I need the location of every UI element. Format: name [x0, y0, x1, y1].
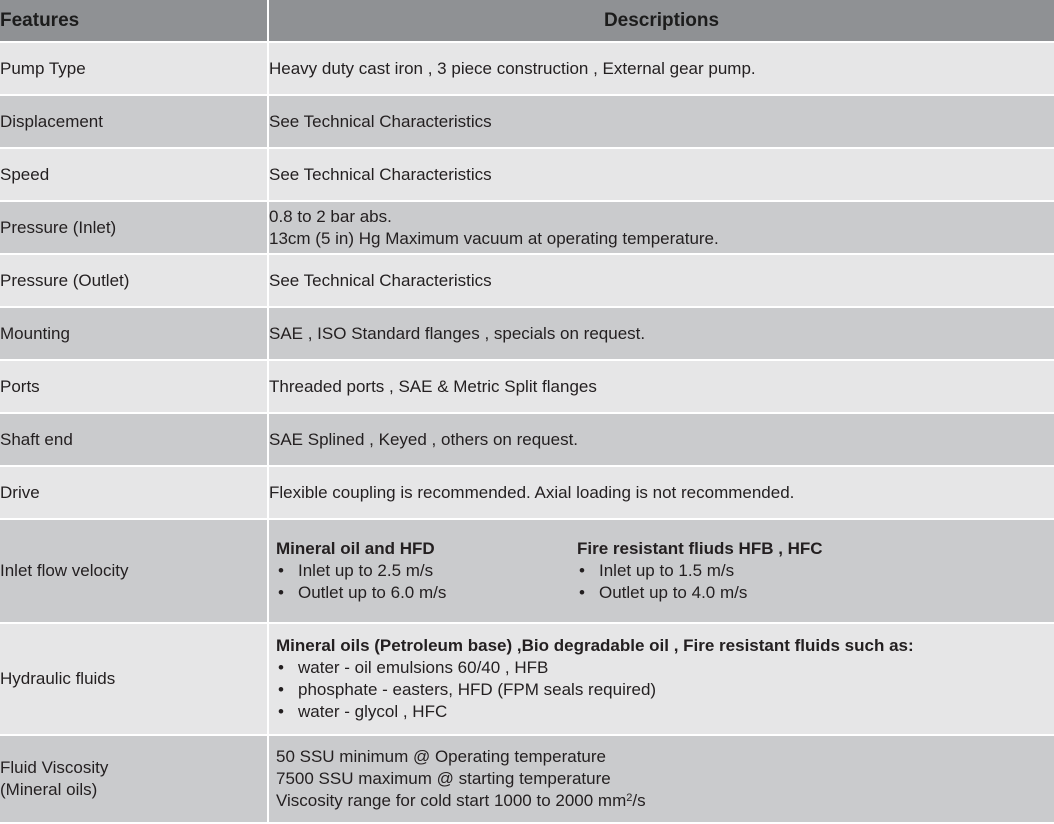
table-row: [0, 360, 1054, 413]
bullet-icon: •: [278, 583, 284, 602]
table-row: [0, 413, 1054, 466]
bullet-icon: •: [278, 680, 284, 699]
description-cell: See Technical Characteristics: [268, 148, 1054, 201]
description-cell: SAE Splined , Keyed , others on request.: [268, 413, 1054, 466]
description-cell: Flexible coupling is recommended. Axial loading is not recommended.: [268, 466, 1054, 519]
description-cell: SAE , ISO Standard flanges , specials on request.: [268, 307, 1054, 360]
table-row: [0, 201, 1054, 254]
feature-line: Fluid Viscosity: [0, 758, 109, 777]
feature-cell: Shaft end: [0, 413, 268, 466]
table-row: [0, 42, 1054, 95]
bullet-icon: •: [278, 702, 284, 721]
features-column-header: Features: [0, 0, 268, 42]
description-cell: [268, 519, 1054, 623]
viscosity-line: Viscosity range for cold start 1000 to 2000 $mm^2/s$: [276, 791, 646, 810]
list-item: • phosphate - easters, HFD (FPM seals required): [278, 680, 657, 699]
table-row-inlet-flow: [0, 519, 1054, 623]
mineral-oil-group: [269, 538, 577, 604]
description-cell: [268, 201, 1054, 254]
feature-cell: Drive: [0, 466, 268, 519]
feature-cell: Pressure (Outlet): [0, 254, 268, 307]
feature-cell: Inlet flow velocity: [0, 519, 268, 623]
fire-resistant-group: [577, 538, 977, 604]
feature-cell: Pressure (Inlet): [0, 201, 268, 254]
feature-cell: Speed: [0, 148, 268, 201]
feature-line: (Mineral oils): [0, 780, 98, 799]
description-cell: [268, 735, 1054, 823]
viscosity-line: 50 SSU minimum @ Operating temperature: [276, 747, 606, 766]
bullet-icon: •: [278, 658, 284, 677]
bullet-icon: •: [278, 561, 284, 580]
description-cell: Threaded ports , SAE & Metric Split flanges: [268, 360, 1054, 413]
descriptions-column-header: Descriptions: [268, 0, 1054, 42]
bullet-icon: •: [579, 561, 585, 580]
fluids-title: Mineral oils (Petroleum base) ,Bio degradable oil , Fire resistant fluids such as:: [276, 636, 914, 655]
feature-cell: Displacement: [0, 95, 268, 148]
table-row: [0, 95, 1054, 148]
feature-cell: Hydraulic fluids: [0, 623, 268, 735]
viscosity-line: 7500 SSU maximum @ starting temperature: [276, 769, 611, 788]
description-line: 0.8 to 2 bar abs.: [269, 206, 392, 226]
description-cell: See Technical Characteristics: [268, 254, 1054, 307]
table-row-fluid-viscosity: [0, 735, 1054, 823]
feature-cell: [0, 735, 268, 823]
list-item: • Outlet up to 4.0 m/s: [579, 583, 748, 602]
table-header-row: [0, 0, 1054, 42]
bullet-icon: •: [579, 583, 585, 602]
table-row: [0, 307, 1054, 360]
table-row: [0, 254, 1054, 307]
list-item: • Inlet up to 2.5 m/s: [278, 561, 434, 580]
feature-cell: Pump Type: [0, 42, 268, 95]
table-row: [0, 466, 1054, 519]
list-item: • water - oil emulsions 60/40 , HFB: [278, 658, 549, 677]
list-item: • Inlet up to 1.5 m/s: [579, 561, 735, 580]
table-row-hydraulic-fluids: [0, 623, 1054, 735]
superscript: 2: [626, 792, 633, 804]
group-title: Mineral oil and HFD: [276, 539, 435, 558]
description-line: 13cm (5 in) Hg Maximum vacuum at operating temperature.: [269, 228, 719, 248]
description-cell: Heavy duty cast iron , 3 piece construction , External gear pump.: [268, 42, 1054, 95]
list-item: • water - glycol , HFC: [278, 702, 448, 721]
description-cell: [268, 623, 1054, 735]
feature-cell: Ports: [0, 360, 268, 413]
table-row: [0, 148, 1054, 201]
list-item: • Outlet up to 6.0 m/s: [278, 583, 447, 602]
group-title: Fire resistant fliuds HFB , HFC: [577, 539, 823, 558]
feature-cell: Mounting: [0, 307, 268, 360]
description-cell: See Technical Characteristics: [268, 95, 1054, 148]
